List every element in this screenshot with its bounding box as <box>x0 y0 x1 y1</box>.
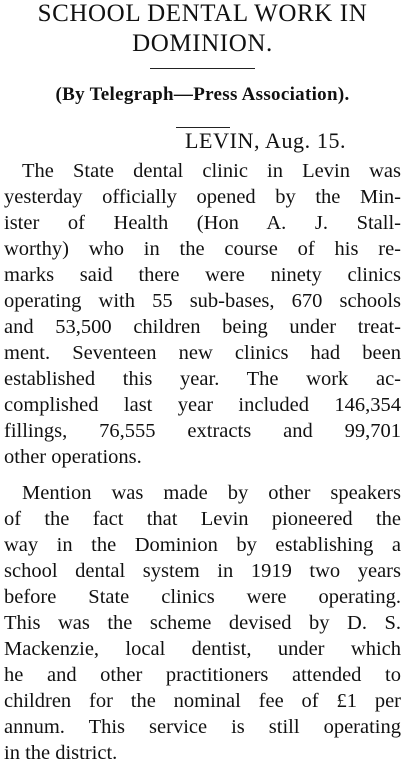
byline: (By Telegraph—Press Association). <box>55 84 350 105</box>
paragraph-2-line: before State clinics were operating. <box>4 586 401 608</box>
paragraph-2-line: he and other practitioners attended to <box>4 664 401 686</box>
paragraph-1-line: established this year. The work ac- <box>4 368 401 390</box>
paragraph-1-line: other operations. <box>4 446 142 468</box>
paragraph-2-line: Mention was made by other speakers <box>22 482 401 504</box>
paragraph-2-line: This was the scheme devised by D. S. <box>4 612 401 634</box>
paragraph-2-line: school dental system in 1919 two years <box>4 560 401 582</box>
paragraph-1-line: operating with 55 sub-bases, 670 schools <box>4 290 401 312</box>
paragraph-2-line: children for the nominal fee of £1 per <box>4 690 401 712</box>
paragraph-1-line: ister of Health (Hon A. J. Stall- <box>4 212 401 234</box>
paragraph-2-line: Mackenzie, local dentist, under which <box>4 638 401 660</box>
paragraph-1-line: yesterday officially opened by the Min- <box>4 186 401 208</box>
paragraph-2-line: of the fact that Levin pioneered the <box>4 508 401 530</box>
paragraph-1-line: ment. Seventeen new clinics had been <box>4 342 401 364</box>
paragraph-2-line: annum. This service is still operating <box>4 716 401 738</box>
paragraph-2-line: in the district. <box>4 742 118 764</box>
dateline: LEVIN, Aug. 15. <box>185 128 347 153</box>
headline-line-1: SCHOOL DENTAL WORK IN <box>37 0 368 27</box>
headline-line-2: DOMINION. <box>132 30 273 57</box>
paragraph-1-line: marks said there were ninety clinics <box>4 264 401 286</box>
headline-divider <box>150 68 255 69</box>
paragraph-1-line: The State dental clinic in Levin was <box>22 160 401 182</box>
paragraph-1-line: fillings, 76,555 extracts and 99,701 <box>4 420 401 442</box>
paragraph-2-line: way in the Dominion by establishing a <box>4 534 401 556</box>
paragraph-1-line: worthy) who in the course of his re- <box>4 238 401 260</box>
paragraph-1-line: complished last year included 146,354 <box>4 394 401 416</box>
paragraph-1-line: and 53,500 children being under treat- <box>4 316 401 338</box>
